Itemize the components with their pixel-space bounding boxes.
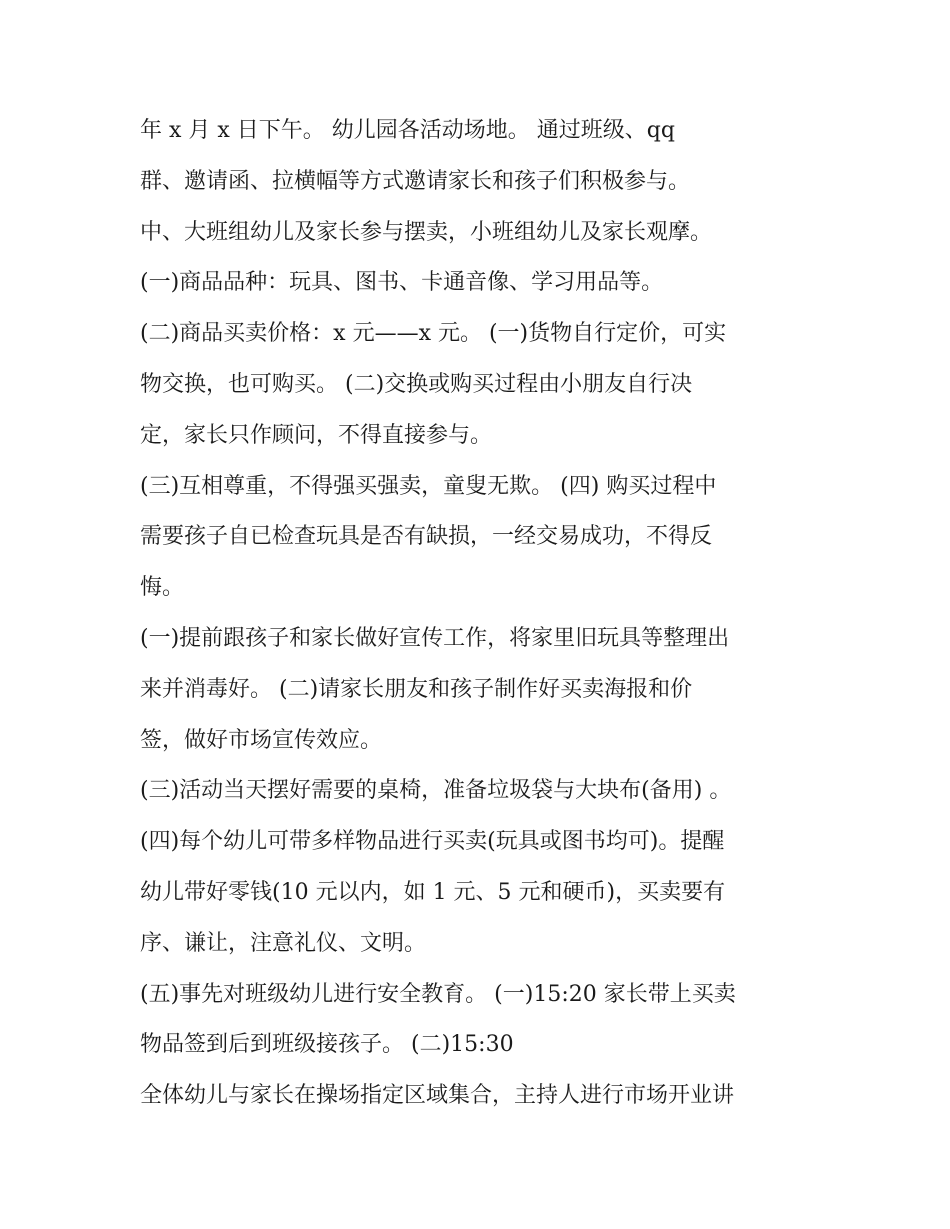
text-line: 年 x 月 x 日下午。 幼儿园各活动场地。 通过班级、qq <box>140 118 675 143</box>
text-line: 定，家长只作顾问，不得直接参与。 <box>140 422 493 448</box>
text-line: 物交换，也可购买。 (二)交换或购买过程由小朋友自行决 <box>140 371 693 397</box>
text-line: 序、谦让，注意礼仪、文明。 <box>140 930 427 956</box>
text-line: 中、大班组幼儿及家长参与摆卖，小班组幼儿及家长观摩。 <box>140 219 713 245</box>
text-line: 物品签到后到班级接孩子。 (二)15:30 <box>140 1032 514 1058</box>
text-line: 幼儿带好零钱(10 元以内，如 1 元、5 元和硬币)，买卖要有 <box>140 879 726 905</box>
text-line: (四)每个幼儿可带多样物品进行买卖(玩具或图书均可)。提醒 <box>140 829 725 855</box>
text-line: (一)商品品种：玩具、图书、卡通音像、学习用品等。 <box>140 270 664 296</box>
document-body <box>140 106 830 1122</box>
text-line: 需要孩子自已检查玩具是否有缺损，一经交易成功，不得反 <box>140 524 713 550</box>
text-line: 群、邀请函、拉横幅等方式邀请家长和孩子们积极参与。 <box>140 168 691 194</box>
text-line: 悔。 <box>140 575 185 601</box>
text-line: 签，做好市场宣传效应。 <box>140 727 383 753</box>
text-line: (三)互相尊重，不得强买强卖，童叟无欺。 (四) 购买过程中 <box>140 473 717 499</box>
text-line: 来并消毒好。 (二)请家长朋友和孩子制作好买卖海报和价 <box>140 676 693 702</box>
text-line: (二)商品买卖价格：x 元——x 元。 (一)货物自行定价，可实 <box>140 321 727 347</box>
text-line: (五)事先对班级幼儿进行安全教育。 (一)15:20 家长带上买卖 <box>140 981 736 1007</box>
text-line: (三)活动当天摆好需要的桌椅，准备垃圾袋与大块布(备用) 。 <box>140 778 732 804</box>
text-line: (一)提前跟孩子和家长做好宣传工作，将家里旧玩具等整理出 <box>140 625 730 651</box>
text-line: 全体幼儿与家长在操场指定区域集合，主持人进行市场开业讲 <box>140 1083 735 1109</box>
